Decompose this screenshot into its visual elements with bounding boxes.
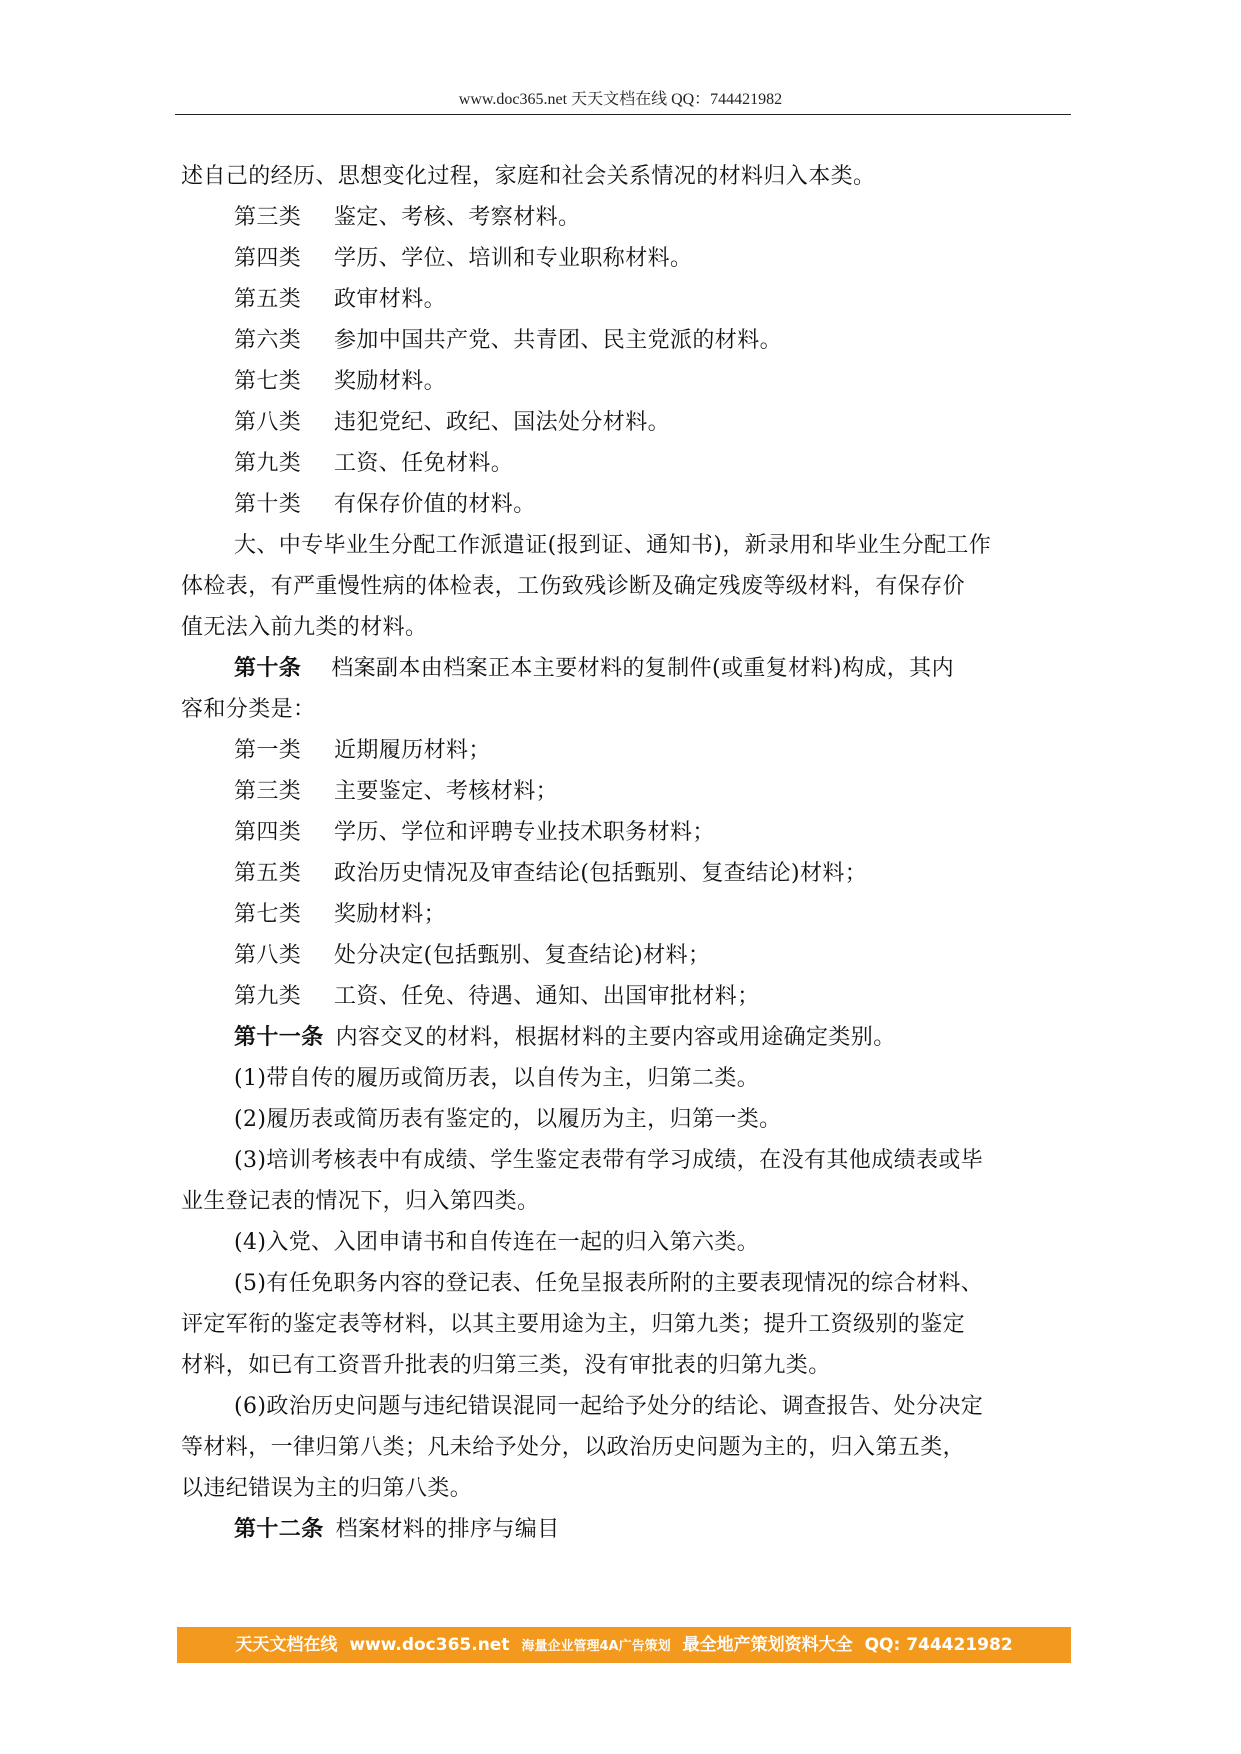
category-label: 第四类 xyxy=(234,820,302,845)
category-item xyxy=(181,935,1071,976)
category-item xyxy=(181,320,1071,361)
category-text: 政审材料。 xyxy=(334,287,447,312)
category-item xyxy=(181,402,1071,443)
paragraph-line: 述自己的经历、思想变化过程，家庭和社会关系情况的材料归入本类。 xyxy=(181,164,876,189)
list-item: (5)有任免职务内容的登记表、任免呈报表所附的主要表现情况的综合材料、 xyxy=(234,1271,984,1296)
category-item xyxy=(181,894,1071,935)
paragraph-line: 业生登记表的情况下，归入第四类。 xyxy=(181,1189,540,1214)
footer-tagline-1: 海量企业管理4A广告策划 xyxy=(521,1639,671,1654)
category-label: 第八类 xyxy=(234,410,302,435)
category-text: 主要鉴定、考核材料； xyxy=(334,779,559,804)
page-header: www.doc365.net 天天文档在线 QQ：744421982 xyxy=(458,91,783,108)
category-item xyxy=(181,361,1071,402)
category-text: 鉴定、考核、考察材料。 xyxy=(334,205,581,230)
article-text: 档案材料的排序与编目 xyxy=(335,1517,560,1542)
category-label: 第三类 xyxy=(234,205,302,230)
list-item: (3)培训考核表中有成绩、学生鉴定表带有学习成绩，在没有其他成绩表或毕 xyxy=(234,1148,984,1173)
header-divider xyxy=(175,114,1071,115)
paragraph-line: 材料，如已有工资晋升批表的归第三类，没有审批表的归第九类。 xyxy=(181,1353,831,1378)
paragraph-line: 值无法入前九类的材料。 xyxy=(181,615,428,640)
category-text: 有保存价值的材料。 xyxy=(334,492,536,517)
category-item xyxy=(181,484,1071,525)
category-label: 第十类 xyxy=(234,492,302,517)
list-item: (2)履历表或简历表有鉴定的，以履历为主，归第一类。 xyxy=(234,1107,782,1132)
paragraph-line: 体检表，有严重慢性病的体检表，工伤致残诊断及确定残废等级材料，有保存价 xyxy=(181,574,966,599)
category-text: 学历、学位、培训和专业职称材料。 xyxy=(334,246,693,271)
category-text: 奖励材料。 xyxy=(334,369,447,394)
category-text: 参加中国共产党、共青团、民主党派的材料。 xyxy=(334,328,783,353)
category-text: 近期履历材料； xyxy=(334,738,491,763)
category-text: 工资、任免材料。 xyxy=(334,451,514,476)
category-label: 第五类 xyxy=(234,861,302,886)
paragraph-line: 容和分类是： xyxy=(181,697,316,722)
article-label: 第十二条 xyxy=(234,1517,324,1542)
category-item xyxy=(181,730,1071,771)
category-item xyxy=(181,976,1071,1017)
article-label: 第十条 xyxy=(234,656,302,681)
article-10 xyxy=(181,648,1071,689)
paragraph-line: 大、中专毕业生分配工作派遣证(报到证、通知书)，新录用和毕业生分配工作 xyxy=(234,533,992,558)
category-item xyxy=(181,197,1071,238)
category-text: 处分决定(包括甄别、复查结论)材料； xyxy=(334,943,711,968)
paragraph-line: 评定军衔的鉴定表等材料，以其主要用途为主，归第九类；提升工资级别的鉴定 xyxy=(181,1312,966,1337)
category-text: 学历、学位和评聘专业技术职务材料； xyxy=(334,820,715,845)
category-label: 第七类 xyxy=(234,902,302,927)
list-item: (1)带自传的履历或简历表，以自传为主，归第二类。 xyxy=(234,1066,760,1091)
category-text: 政治历史情况及审查结论(包括甄别、复查结论)材料； xyxy=(334,861,868,886)
footer-site-name: 天天文档在线 xyxy=(235,1635,338,1655)
category-label: 第三类 xyxy=(234,779,302,804)
category-item xyxy=(181,771,1071,812)
category-label: 第五类 xyxy=(234,287,302,312)
category-label: 第九类 xyxy=(234,984,302,1009)
footer-banner xyxy=(177,1627,1071,1663)
category-item xyxy=(181,812,1071,853)
footer-qq: QQ: 744421982 xyxy=(864,1635,1013,1655)
article-text: 档案副本由档案正本主要材料的复制件(或重复材料)构成，其内 xyxy=(331,656,954,681)
category-item xyxy=(181,853,1071,894)
category-label: 第七类 xyxy=(234,369,302,394)
list-item: (4)入党、入团申请书和自传连在一起的归入第六类。 xyxy=(234,1230,760,1255)
category-label: 第四类 xyxy=(234,246,302,271)
category-item xyxy=(181,279,1071,320)
document-body xyxy=(181,156,1071,1550)
article-12 xyxy=(181,1509,1071,1550)
category-item xyxy=(181,238,1071,279)
paragraph-line: 以违纪错误为主的归第八类。 xyxy=(181,1476,473,1501)
category-text: 违犯党纪、政纪、国法处分材料。 xyxy=(334,410,671,435)
category-label: 第一类 xyxy=(234,738,302,763)
category-text: 工资、任免、待遇、通知、出国审批材料； xyxy=(334,984,760,1009)
category-label: 第九类 xyxy=(234,451,302,476)
article-11 xyxy=(181,1017,1071,1058)
category-text: 奖励材料； xyxy=(334,902,447,927)
list-item: (6)政治历史问题与违纪错误混同一起给予处分的结论、调查报告、处分决定 xyxy=(234,1394,984,1419)
footer-url[interactable]: www.doc365.net xyxy=(349,1635,510,1655)
paragraph-line: 等材料，一律归第八类；凡未给予处分，以政治历史问题为主的，归入第五类， xyxy=(181,1435,966,1460)
article-text: 内容交叉的材料，根据材料的主要内容或用途确定类别。 xyxy=(335,1025,896,1050)
footer-tagline-2: 最全地产策划资料大全 xyxy=(682,1635,853,1655)
category-label: 第六类 xyxy=(234,328,302,353)
article-label: 第十一条 xyxy=(234,1025,324,1050)
category-item xyxy=(181,443,1071,484)
category-label: 第八类 xyxy=(234,943,302,968)
